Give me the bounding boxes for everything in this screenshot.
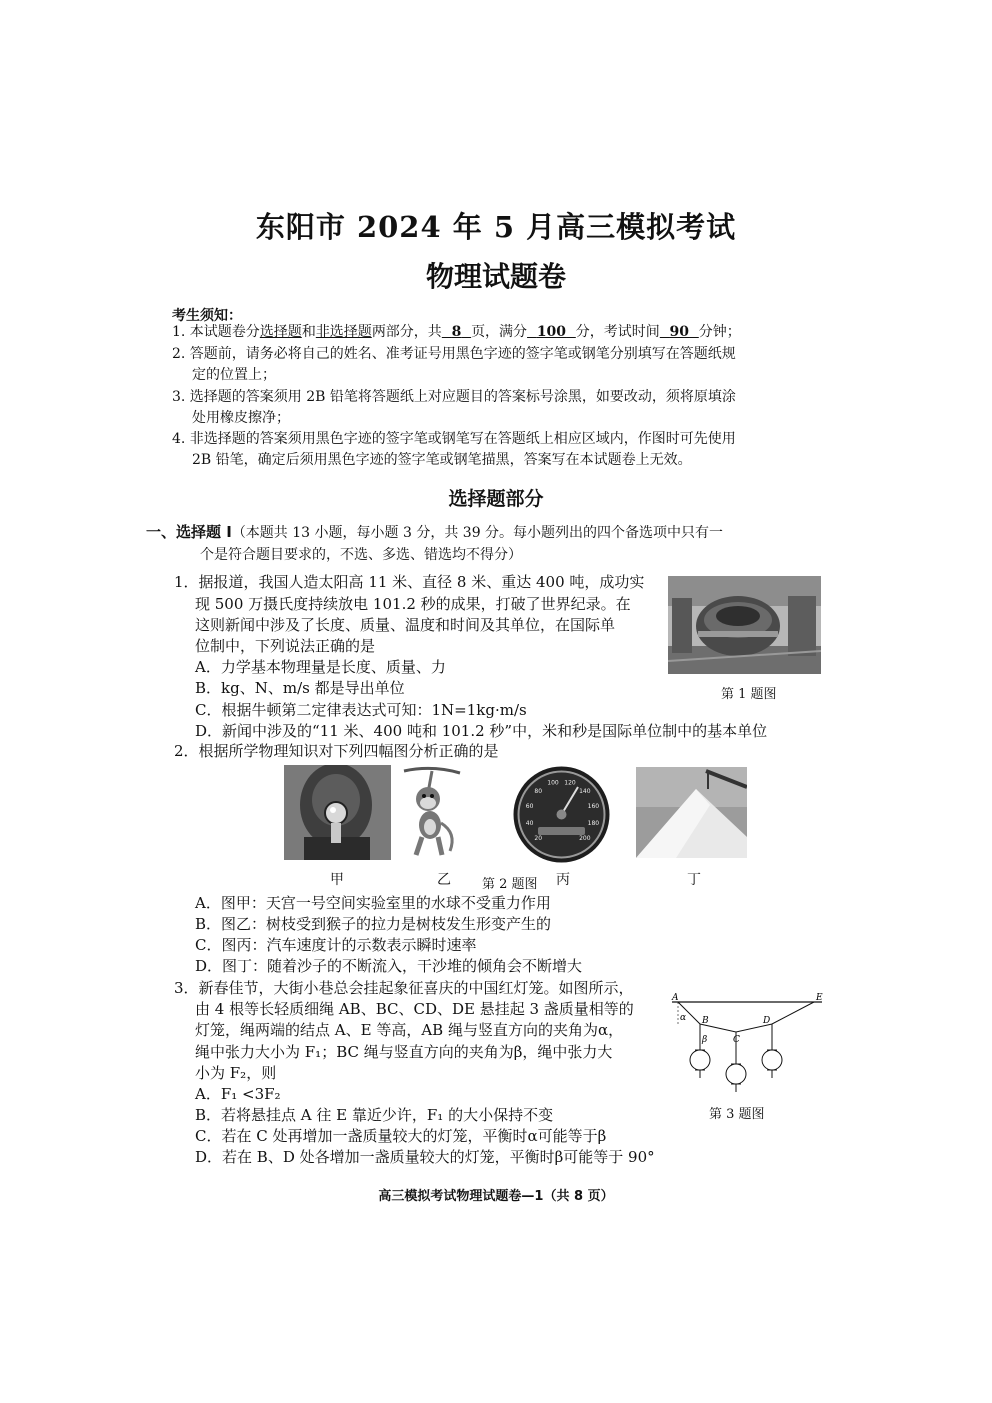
q3-fig-label-beta: β <box>702 1035 708 1045</box>
q3-stem-line-3: 灯笼，绳两端的结点 A、E 等高，AB 绳与竖直方向的夹角为α， <box>195 1021 624 1039</box>
q2-image-bing-speedometer <box>512 765 611 864</box>
notice-item-1: 1. 本试题卷分选择题和非选择题两部分，共 8 页，满分 100 分，考试时间 90 分钟； <box>172 324 741 340</box>
q3-lantern-figure <box>664 990 830 1095</box>
page-footer: 高三模拟考试物理试题卷—1（共 8 页） <box>378 1189 614 1204</box>
q2-label-bing: 丙 <box>556 872 570 888</box>
q2-stem: 2．根据所学物理知识对下列四幅图分析正确的是 <box>174 742 499 760</box>
speedometer-tick-label: 200 <box>579 834 591 842</box>
q3-stem-line-5: 小为 F₂，则 <box>195 1064 277 1082</box>
q2-image-yi-monkey <box>402 763 462 863</box>
notice-heading: 考生须知： <box>172 308 242 324</box>
q3-option-a: A．F₁ <3F₂ <box>195 1085 281 1103</box>
speedometer-tick-label: 140 <box>579 788 591 796</box>
q3-option-c: C．若在 C 处再增加一盏质量较大的灯笼，平衡时α可能等于β <box>195 1127 607 1145</box>
speedometer-tick-label: 120 <box>564 779 576 787</box>
q1-option-a: A．力学基本物理量是长度、质量、力 <box>195 658 446 676</box>
q2-label-jia: 甲 <box>330 872 344 888</box>
notice-item-2-line-1: 2. 答题前，请务必将自己的姓名、准考证号用黑色字迹的签字笔或钢笔分别填写在答题纸规 <box>172 346 736 362</box>
q3-stem-line-4: 绳中张力大小为 F₁；BC 绳与竖直方向的夹角为β，绳中张力大 <box>195 1043 613 1061</box>
q3-fig-label-alpha: α <box>680 1013 687 1023</box>
q3-stem-line-1: 3．新春佳节，大街小巷总会挂起象征喜庆的中国红灯笼。如图所示， <box>174 979 634 997</box>
q3-fig-label-d: D <box>763 1016 771 1026</box>
part1-instructions-line-1: 一、选择题 I（本题共 13 小题，每小题 3 分，共 39 分。每小题列出的四个备选项中只有一 <box>146 523 724 541</box>
q2-label-yi: 乙 <box>437 872 451 888</box>
q3-fig-label-b: B <box>702 1016 709 1026</box>
q2-figure-caption: 第 2 题图 <box>482 877 538 892</box>
section-title: 选择题部分 <box>448 488 544 510</box>
q2-option-a: A．图甲：天宫一号空间实验室里的水球不受重力作用 <box>195 894 551 912</box>
exam-subtitle: 物理试题卷 <box>425 260 566 293</box>
q3-figure-caption: 第 3 题图 <box>709 1107 765 1122</box>
q3-option-b: B．若将悬挂点 A 往 E 靠近少许，F₁ 的大小保持不变 <box>195 1106 554 1124</box>
speedometer-tick-label: 20 <box>534 834 543 842</box>
q3-fig-label-e: E <box>816 993 823 1003</box>
q1-stem-line-3: 这则新闻中涉及了长度、质量、温度和时间及其单位，在国际单 <box>195 616 616 634</box>
q3-fig-label-a: A <box>672 993 679 1003</box>
q1-figure-caption: 第 1 题图 <box>721 687 777 702</box>
q1-option-c: C．根据牛顿第二定律表达式可知：1N=1kg·m/s <box>195 701 527 719</box>
q2-option-c: C．图丙：汽车速度计的示数表示瞬时速率 <box>195 936 477 954</box>
q1-option-d: D．新闻中涉及的“11 米、400 吨和 101.2 秒”中，米和秒是国际单位制中的基本单位 <box>195 722 768 740</box>
part1-instructions-line-2: 个是符合题目要求的，不选、多选、错选均不得分） <box>200 547 522 563</box>
q3-option-d: D．若在 B、D 处各增加一盏质量较大的灯笼，平衡时β可能等于 90° <box>195 1148 655 1166</box>
q1-reactor-photo <box>668 576 821 674</box>
speedometer-tick-label: 180 <box>587 820 600 827</box>
q2-image-ding-sand-pile <box>636 767 747 858</box>
q2-image-jia-water-ball <box>284 765 391 860</box>
notice-item-4-line-2: 2B 铅笔，确定后须用黑色字迹的签字笔或钢笔描黑，答案写在本试题卷上无效。 <box>192 452 692 468</box>
notice-item-4-line-1: 4. 非选择题的答案须用黑色字迹的签字笔或钢笔写在答题纸上相应区域内，作图时可先使用 <box>172 431 736 447</box>
speedometer-tick-label: 80 <box>534 788 543 796</box>
q3-fig-label-c: C <box>733 1035 740 1045</box>
speedometer-tick-label: 40 <box>525 820 534 827</box>
q3-stem-line-2: 由 4 根等长轻质细绳 AB、BC、CD、DE 悬挂起 3 盏质量相等的 <box>195 1000 634 1018</box>
q1-stem-line-2: 现 500 万摄氏度持续放电 101.2 秒的成果，打破了世界纪录。在 <box>195 595 631 613</box>
q1-option-b: B．kg、N、m/s 都是导出单位 <box>195 679 405 697</box>
notice-item-2-line-2: 定的位置上； <box>192 367 276 383</box>
notice-item-3-line-1: 3. 选择题的答案须用 2B 铅笔将答题纸上对应题目的答案标号涂黑，如要改动，须将原填涂 <box>172 389 736 405</box>
speedometer-tick-label: 60 <box>525 803 534 810</box>
q1-stem-line-1: 1．据报道，我国人造太阳高 11 米、直径 8 米、重达 400 吨，成功实 <box>174 573 645 591</box>
speedometer-tick-label: 100 <box>547 779 559 787</box>
notice-item-3-line-2: 处用橡皮擦净； <box>192 410 290 426</box>
q2-option-b: B．图乙：树枝受到猴子的拉力是树枝发生形变产生的 <box>195 915 552 933</box>
q1-stem-line-4: 位制中，下列说法正确的是 <box>195 637 376 655</box>
q2-option-d: D．图丁：随着沙子的不断流入，干沙堆的倾角会不断增大 <box>195 957 583 975</box>
exam-title: 东阳市 2024 年 5 月高三模拟考试 <box>255 210 737 244</box>
speedometer-tick-label: 160 <box>587 803 600 810</box>
q2-label-ding: 丁 <box>687 872 701 888</box>
